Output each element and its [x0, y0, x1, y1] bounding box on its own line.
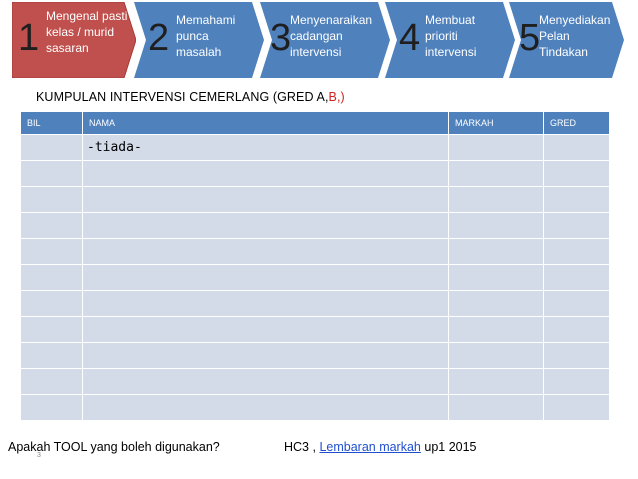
cell-gred: [544, 291, 610, 317]
cell-gred: [544, 239, 610, 265]
step-4: [385, 2, 515, 78]
cell-markah: [449, 343, 544, 369]
cell-bil: [21, 135, 83, 161]
cell-nama: [83, 265, 449, 291]
tool-question: Apakah TOOL yang boleh digunakan?: [8, 440, 220, 454]
header-gred: GRED: [544, 112, 610, 135]
cell-gred: [544, 213, 610, 239]
cell-nama: [83, 291, 449, 317]
cell-nama: [83, 395, 449, 421]
cell-gred: [544, 187, 610, 213]
table-row: [21, 291, 610, 317]
page-number: 3: [37, 452, 41, 459]
process-steps: [12, 2, 624, 78]
cell-nama: [83, 317, 449, 343]
answer-prefix: HC3 ,: [284, 440, 320, 454]
cell-bil: [21, 265, 83, 291]
cell-bil: [21, 187, 83, 213]
cell-bil: [21, 343, 83, 369]
table-row: [21, 213, 610, 239]
section-title-main: KUMPULAN INTERVENSI CEMERLANG (GRED A,: [36, 90, 329, 104]
header-nama: NAMA: [83, 112, 449, 135]
table-row: [21, 187, 610, 213]
cell-nama: [83, 369, 449, 395]
table-row: [21, 239, 610, 265]
cell-markah: [449, 317, 544, 343]
cell-markah: [449, 161, 544, 187]
section-title-red: B,): [328, 90, 345, 104]
cell-bil: [21, 369, 83, 395]
tool-answer: [284, 440, 477, 454]
cell-markah: [449, 239, 544, 265]
cell-gred: [544, 369, 610, 395]
cell-markah: [449, 291, 544, 317]
cell-gred: [544, 395, 610, 421]
step-3-number: 3: [270, 17, 292, 59]
cell-gred: [544, 317, 610, 343]
step-1: [12, 2, 136, 78]
cell-gred: [544, 265, 610, 291]
cell-markah: [449, 369, 544, 395]
cell-markah: [449, 135, 544, 161]
step-3-label: Menyenaraikan cadangan intervensi: [290, 13, 373, 59]
table-row: [21, 369, 610, 395]
cell-nama: [83, 187, 449, 213]
cell-bil: [21, 239, 83, 265]
cell-nama: [83, 161, 449, 187]
cell-bil: [21, 213, 83, 239]
cell-nama: [83, 239, 449, 265]
table-row: [21, 265, 610, 291]
step-5: [509, 2, 624, 78]
cell-nama: [83, 213, 449, 239]
table-row: [21, 343, 610, 369]
step-3: [260, 2, 390, 78]
step-5-label: Menyediakan Pelan Tindakan: [539, 13, 611, 59]
cell-bil: [21, 161, 83, 187]
cell-markah: [449, 395, 544, 421]
section-title: [36, 90, 345, 104]
step-2-number: 2: [148, 17, 170, 59]
cell-gred: [544, 135, 610, 161]
cell-markah: [449, 213, 544, 239]
cell-markah: [449, 187, 544, 213]
answer-suffix: up1 2015: [420, 440, 477, 454]
cell-nama: [83, 343, 449, 369]
header-markah: MARKAH: [449, 112, 544, 135]
table-row: [21, 135, 610, 161]
step-4-number: 4: [399, 17, 421, 59]
table-header-row: [21, 112, 610, 135]
cell-markah: [449, 265, 544, 291]
step-5-number: 5: [519, 17, 541, 59]
step-1-number: 1: [18, 17, 40, 59]
table-row: [21, 395, 610, 421]
step-2: [134, 2, 264, 78]
step-1-label: Mengenal pasti kelas / murid sasaran: [46, 9, 128, 55]
cell-bil: [21, 291, 83, 317]
cell-gred: [544, 161, 610, 187]
cell-bil: [21, 317, 83, 343]
lembaran-markah-link[interactable]: Lembaran markah: [319, 440, 421, 454]
intervention-table: [20, 111, 610, 421]
cell-nama: -tiada-: [83, 135, 449, 161]
step-4-label: Membuat prioriti intervensi: [425, 13, 477, 59]
cell-bil: [21, 395, 83, 421]
step-2-label: Memahami punca masalah: [176, 13, 236, 59]
cell-gred: [544, 343, 610, 369]
table-row: [21, 317, 610, 343]
header-bil: BIL: [21, 112, 83, 135]
table-row: [21, 161, 610, 187]
